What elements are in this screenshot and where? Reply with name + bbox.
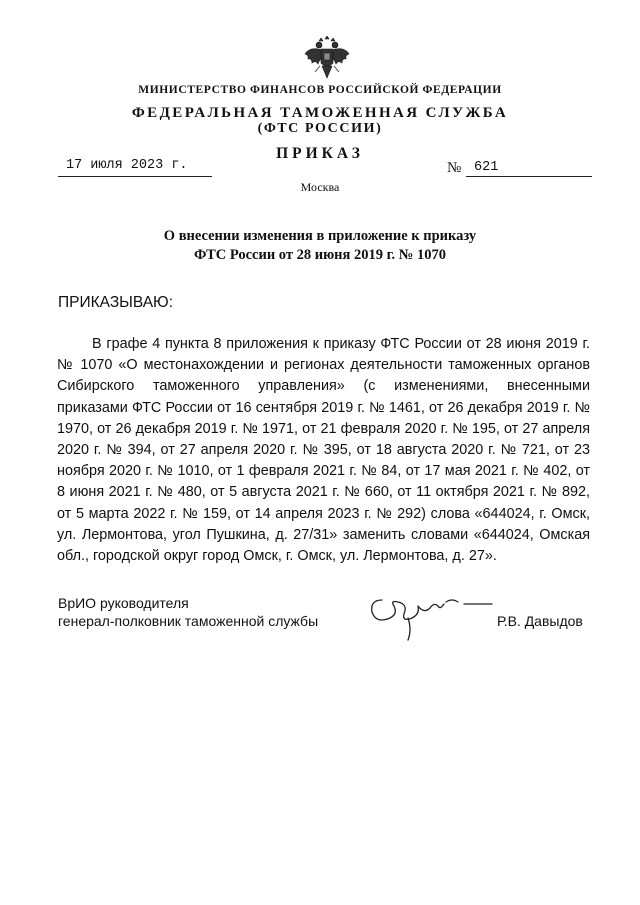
handwritten-signature [368, 588, 494, 642]
signer-position-line-1: ВрИО руководителя [58, 595, 189, 611]
order-body-text: В графе 4 пункта 8 приложения к приказу ФТС России от 28 июня 2019 г. № 1070 «О местонахождении и регионах деятельности таможенных органов Сибирского таможенного управления» (с изменениями, внесенными приказами ФТС России от 16 сентября 2019 г. № 1461, от 26 декабря 2019 г. № 1970, от 26 декабря 2019 г. № 1971, от 21 февраля 2020 г. № 195, от 27 апреля 2020 г. № 394, от 27 апреля 2020 г. № 395, от 18 августа 2020 г. № 721, от 23 ноября 2020 г. № 1010, от 1 февраля 2021 г. № 84, от 17 мая 2021 г. № 402, от 8 июня 2021 г. № 480, от 5 августа 2021 г. № 660, от 11 октября 2021 г. № 892, от 5 марта 2022 г. № 159, от 14 апреля 2023 г. № 292) слова «644024, г. Омск, ул. Лермонтова, угол Пушкина, д. 27/31» заменить словами «644024, Омская обл., городской округ город Омск, г. Омск, ул. Лермонтова, д. 27». [57, 336, 590, 565]
coat-of-arms-icon [302, 36, 352, 82]
subject-line-1: О внесении изменения в приложение к приказу [163, 228, 477, 244]
service-short-name: (ФТС РОССИИ) [257, 121, 383, 136]
document-city: Москва [300, 180, 340, 194]
document-type: ПРИКАЗ [276, 145, 364, 162]
ministry-name: МИНИСТЕРСТВО ФИНАНСОВ РОССИЙСКОЙ ФЕДЕРАЦИИ [138, 84, 502, 96]
document-date: 17 июля 2023 г. [66, 158, 188, 173]
order-keyword: ПРИКАЗЫВАЮ: [58, 294, 174, 311]
service-name: ФЕДЕРАЛЬНАЯ ТАМОЖЕННАЯ СЛУЖБА [131, 105, 509, 121]
document-number: 621 [474, 160, 499, 175]
signer-position-line-2: генерал-полковник таможенной службы [58, 613, 319, 629]
signer-name: Р.В. Давыдов [497, 613, 583, 629]
subject-line-2: ФТС России от 28 июня 2019 г. № 1070 [193, 247, 447, 263]
number-sign: № [447, 160, 462, 176]
